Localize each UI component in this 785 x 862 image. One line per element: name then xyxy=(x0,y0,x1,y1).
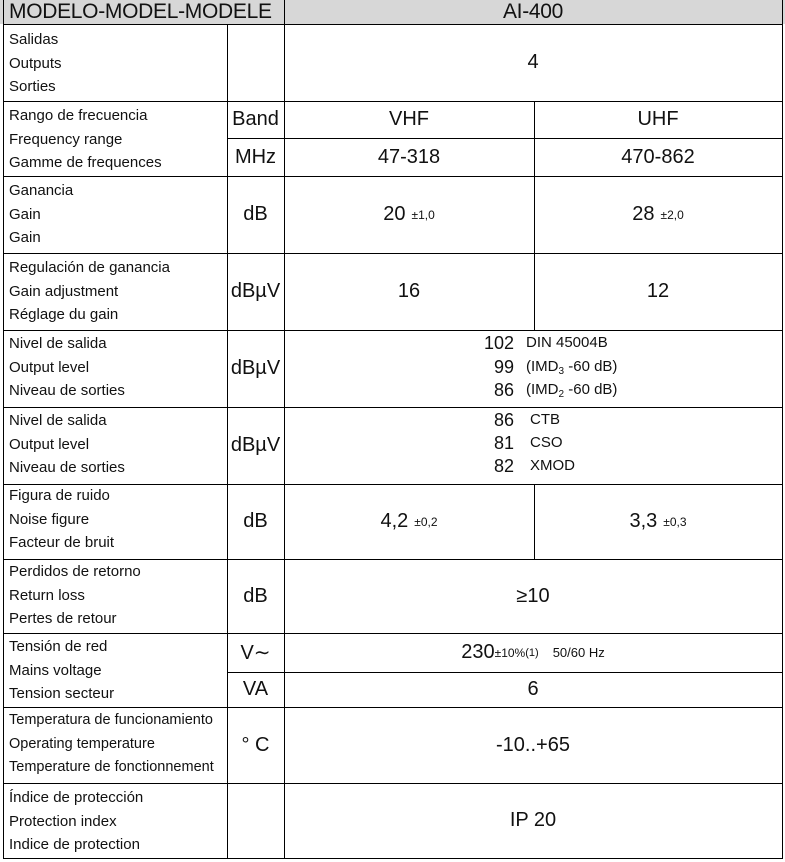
model-name: AI-400 xyxy=(502,0,564,23)
protection-label-en: Protection index xyxy=(9,812,117,830)
output-level-1-value-1: 102 xyxy=(483,333,514,353)
gain-adjust-unit: dBµV xyxy=(230,280,281,302)
mains-power: 6 xyxy=(527,678,539,700)
return-loss-label-en: Return loss xyxy=(9,586,85,604)
mains-footnote: (1) xyxy=(525,646,539,659)
outputs-label-es: Salidas xyxy=(9,31,59,48)
frequency-label xyxy=(9,104,162,175)
frequency-label-es: Rango de frecuencia xyxy=(9,107,148,124)
model-label: MODELO-MODEL-MODELE xyxy=(9,0,272,23)
imd3-suffix: -60 dB) xyxy=(564,358,618,375)
gain-label xyxy=(9,179,73,250)
output-level-1-line-2 xyxy=(420,356,720,378)
band-unit: Band xyxy=(232,108,279,130)
gain-vhf-value: 20 xyxy=(383,203,406,225)
gain-adjust-uhf: 12 xyxy=(646,280,670,302)
output-level-1-note-3 xyxy=(526,379,617,407)
gain-vhf-tolerance: ±1,0 xyxy=(411,207,435,222)
output-level-1-line-1 xyxy=(420,332,720,354)
noise-vhf-value: 4,2 xyxy=(380,510,409,532)
uhf-label: UHF xyxy=(637,108,679,130)
cso-value: 81 xyxy=(493,433,514,453)
frequency-label-en: Frequency range xyxy=(9,130,123,148)
noise-label-fr: Facteur de bruit xyxy=(9,534,115,551)
gain-label-fr: Gain xyxy=(9,229,41,246)
gain-label-es: Ganancia xyxy=(9,182,74,199)
return-loss-label-fr: Pertes de retour xyxy=(9,610,117,627)
output-level-2-values xyxy=(420,409,720,481)
gain-uhf-value: 28 xyxy=(632,203,655,225)
gain-adjust-label-fr: Réglage du gain xyxy=(9,306,119,323)
ctb-label: CTB xyxy=(530,411,560,428)
output-level-1-values xyxy=(420,332,720,404)
ctb-value: 86 xyxy=(493,410,514,430)
xmod-label: XMOD xyxy=(530,457,575,474)
border-left xyxy=(3,0,4,859)
noise-label xyxy=(9,484,114,555)
protection-label xyxy=(9,786,143,857)
imd3-subscript: 3 xyxy=(558,366,565,377)
vhf-range: 47-318 xyxy=(377,145,441,168)
output-level-1-line-3 xyxy=(420,379,720,401)
output-level-1-label-es: Nivel de salida xyxy=(9,335,107,352)
temperature-label xyxy=(9,709,214,780)
mains-voltage xyxy=(284,633,782,672)
noise-vhf-tolerance: ±0,2 xyxy=(414,514,438,529)
gain-adjust-label-en: Gain adjustment xyxy=(9,282,119,300)
noise-label-en: Noise figure xyxy=(9,510,90,528)
return-loss-value: ≥10 xyxy=(516,584,550,607)
mains-power-unit: VA xyxy=(242,678,269,700)
output-level-1-unit: dBµV xyxy=(230,357,281,379)
mains-voltage-tolerance: ±10% xyxy=(494,645,526,660)
mains-voltage-unit: V∼ xyxy=(240,642,271,664)
border-right xyxy=(782,0,783,859)
output-level-2-unit: dBµV xyxy=(230,434,281,456)
imd2-subscript: 2 xyxy=(558,389,565,400)
gain-uhf-tolerance: ±2,0 xyxy=(660,207,684,222)
imd3-prefix: (IMD xyxy=(526,358,559,375)
noise-uhf-tolerance: ±0,3 xyxy=(663,514,687,529)
gain-unit: dB xyxy=(243,203,268,225)
temperature-label-es: Temperatura de funcionamiento xyxy=(9,712,213,728)
gain-uhf xyxy=(534,176,782,253)
outputs-label-en: Outputs xyxy=(9,54,62,72)
frequency-label-fr: Gamme de frequences xyxy=(9,154,162,171)
return-loss-label-es: Perdidos de retorno xyxy=(9,563,141,580)
mains-voltage-value: 230 xyxy=(461,641,495,663)
gain-adjust-label xyxy=(9,256,170,327)
return-loss-unit: dB xyxy=(243,584,268,607)
output-level-2-line-3 xyxy=(420,455,720,477)
gain-adjust-vhf: 16 xyxy=(397,280,421,302)
line-gain-adjust xyxy=(3,330,783,331)
return-loss-label xyxy=(9,560,141,631)
gain-label-en: Gain xyxy=(9,205,41,223)
output-level-1-note-1: DIN 45004B xyxy=(526,334,608,351)
cso-label: CSO xyxy=(530,434,563,451)
output-level-1-value-3: 86 xyxy=(493,380,514,400)
mains-label-fr: Tension secteur xyxy=(9,685,115,702)
xmod-value: 82 xyxy=(493,456,514,476)
outputs-label-fr: Sorties xyxy=(9,78,56,95)
temperature-label-fr: Temperature de fonctionnement xyxy=(9,759,214,775)
noise-uhf xyxy=(534,484,782,559)
line-bottom xyxy=(3,858,783,859)
line-output-level-1 xyxy=(3,407,783,408)
noise-uhf-value: 3,3 xyxy=(629,510,658,532)
output-level-2-line-2 xyxy=(420,432,720,454)
mains-label-en: Mains voltage xyxy=(9,661,102,679)
noise-unit: dB xyxy=(243,510,268,532)
temperature-unit: ° C xyxy=(241,733,270,756)
noise-label-es: Figura de ruido xyxy=(9,487,110,504)
mhz-unit: MHz xyxy=(234,145,277,168)
uhf-range: 470-862 xyxy=(621,145,695,168)
outputs-value: 4 xyxy=(527,51,539,73)
imd2-prefix: (IMD xyxy=(526,381,559,398)
gain-adjust-label-es: Regulación de ganancia xyxy=(9,259,170,276)
outputs-label xyxy=(9,28,62,99)
output-level-1-label-en: Output level xyxy=(9,358,90,376)
output-level-2-label-en: Output level xyxy=(9,435,90,453)
temperature-value: -10..+65 xyxy=(496,733,570,756)
protection-value: IP 20 xyxy=(509,809,557,831)
mains-frequency: 50/60 Hz xyxy=(552,645,605,660)
output-level-2-line-1 xyxy=(420,409,720,431)
output-level-2-label-es: Nivel de salida xyxy=(9,412,107,429)
output-level-2-label-fr: Niveau de sorties xyxy=(9,459,125,476)
output-level-1-label xyxy=(9,332,125,403)
protection-label-fr: Indice de protection xyxy=(9,836,140,853)
gain-vhf xyxy=(284,176,534,253)
output-level-1-value-2: 99 xyxy=(493,357,514,377)
output-level-2-label xyxy=(9,409,125,480)
mains-label-es: Tensión de red xyxy=(9,638,108,655)
mains-label xyxy=(9,635,114,706)
output-level-1-label-fr: Niveau de sorties xyxy=(9,382,125,399)
noise-vhf xyxy=(284,484,534,559)
protection-label-es: Índice de protección xyxy=(9,789,144,806)
vhf-label: VHF xyxy=(389,108,429,130)
imd2-suffix: -60 dB) xyxy=(564,381,618,398)
temperature-label-en: Operating temperature xyxy=(9,735,155,752)
